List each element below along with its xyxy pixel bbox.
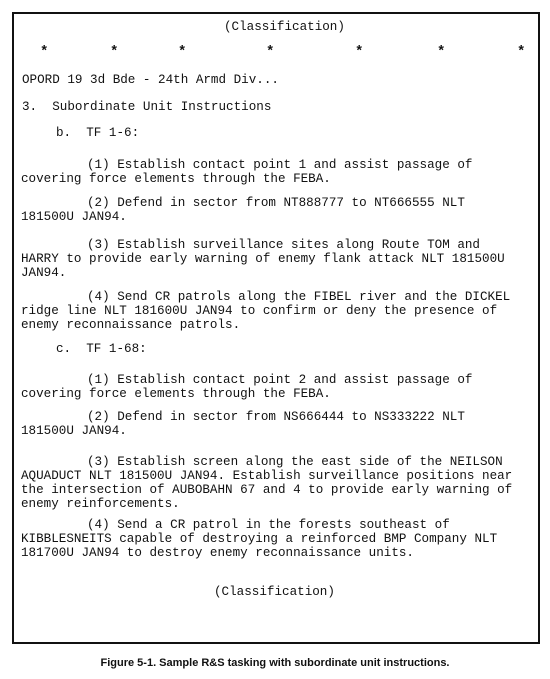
star-2: * xyxy=(110,44,119,60)
tf-c-item-2: (2) Defend in sector from NS666444 to NS333222 NLT 181500U JAN94. xyxy=(21,410,465,438)
star-7: * xyxy=(517,44,526,60)
tf-b-label: b. TF 1-6: xyxy=(56,126,140,140)
tf-b-item-1: (1) Establish contact point 1 and assist passage of covering force elements through the FEBA. xyxy=(21,158,473,186)
star-1: * xyxy=(40,44,49,60)
star-5: * xyxy=(355,44,364,60)
classification-top: (Classification) xyxy=(224,20,345,34)
classification-bottom: (Classification) xyxy=(214,585,335,599)
star-4: * xyxy=(266,44,275,60)
tf-c-item-1: (1) Establish contact point 2 and assist passage of covering force elements through the FEBA. xyxy=(21,373,473,401)
tf-b-item-4: (4) Send CR patrols along the FIBEL river and the DICKEL ridge line NLT 181600U JAN94 to confirm or deny the presence of enemy reconnaissance patrols. xyxy=(21,290,511,332)
star-6: * xyxy=(437,44,446,60)
star-3: * xyxy=(178,44,187,60)
opord-header: OPORD 19 3d Bde - 24th Armd Div... xyxy=(22,73,279,87)
figure-caption: Figure 5-1. Sample R&S tasking with subordinate unit instructions. xyxy=(100,657,450,669)
tf-c-item-3: (3) Establish screen along the east side of the NEILSON AQUADUCT NLT 181500U JAN94. Establish surveillance positions near the intersection of AUBOBAHN 67 and 4 to provide early warning of enemy reinforcements. xyxy=(21,455,513,511)
section-heading: 3. Subordinate Unit Instructions xyxy=(22,100,272,114)
tf-b-item-2: (2) Defend in sector from NT888777 to NT666555 NLT 181500U JAN94. xyxy=(21,196,465,224)
tf-c-label: c. TF 1-68: xyxy=(56,342,147,356)
tf-c-item-4: (4) Send a CR patrol in the forests southeast of KIBBLESNEITS capable of destroying a reinforced BMP Company NLT 181700U JAN94 to destroy enemy reconnaissance units. xyxy=(21,518,498,560)
tf-b-item-3: (3) Establish surveillance sites along Route TOM and HARRY to provide early warning of enemy flank attack NLT 181500U JAN94. xyxy=(21,238,505,280)
